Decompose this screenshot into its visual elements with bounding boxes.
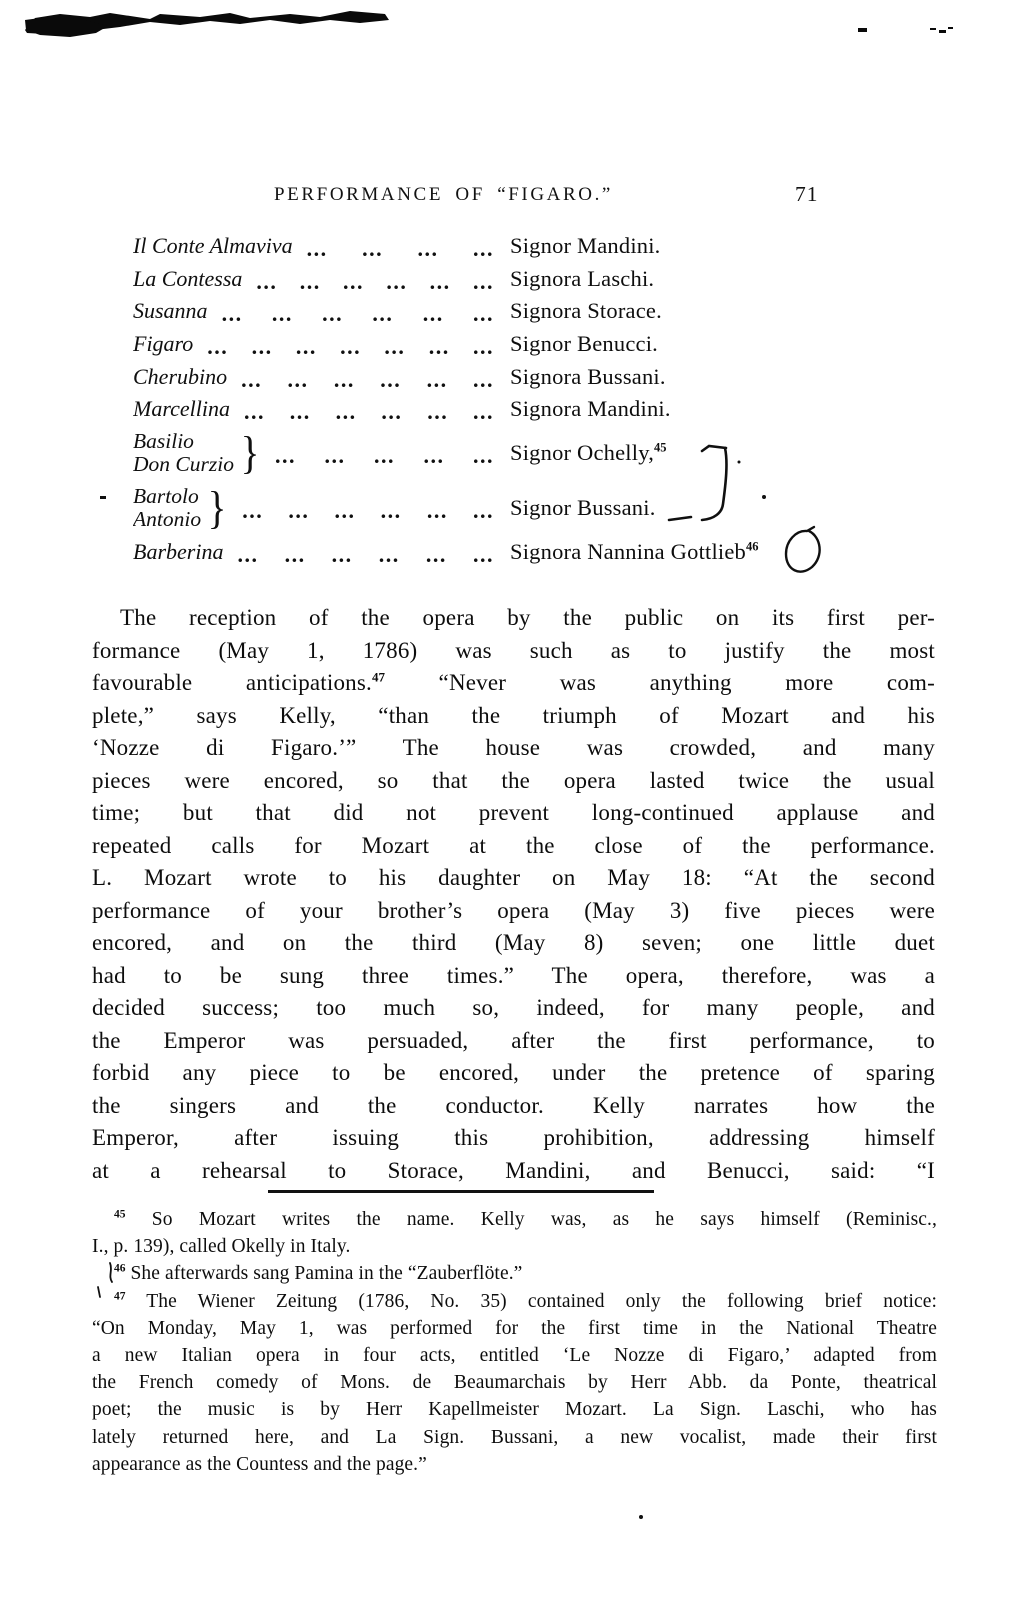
dot-group: ...	[256, 268, 278, 294]
dot-group: ...	[473, 399, 494, 425]
performer-name: Signor Bussani.	[510, 495, 656, 521]
footnote-line: $^{45}$ So Mozart writes the name. Kelly was, as he says himself (Reminisc.,	[114, 1208, 937, 1230]
performer-name: Signora Storace.	[510, 298, 662, 324]
dot-group: ...	[237, 541, 259, 567]
dot-group: ...	[473, 541, 494, 567]
dot-leader	[227, 367, 510, 393]
dot-group: ...	[374, 443, 396, 469]
footnote-line: “On Monday, May 1, was performed for the first time in the National Theatre	[92, 1317, 937, 1339]
dot-group: ...	[306, 236, 328, 262]
cast-list	[133, 230, 823, 568]
dot-group: ...	[425, 541, 447, 567]
role-cell	[133, 295, 510, 328]
footnote-line: $^{46}$ She afterwards sang Pamina in the “Zauberflöte.”	[114, 1262, 523, 1285]
dot-group: ...	[429, 268, 451, 294]
role-cell	[133, 263, 510, 296]
role-name	[133, 332, 193, 356]
role-name-line: Marcellina	[133, 396, 230, 422]
dot-leader	[193, 334, 510, 360]
footnote-line: a new Italian opera in four acts, entitled ‘Le Nozze di Figaro,’ adapted from	[92, 1345, 937, 1367]
dot-group: ...	[241, 366, 263, 392]
footnote-ref: 45	[654, 440, 667, 455]
role-name	[133, 365, 227, 389]
body-line: encored, and on the third (May 8) seven; one little duet	[92, 930, 935, 955]
body-line: L. Mozart wrote to his daughter on May 18: “At the second	[92, 865, 935, 890]
footnote-line: I., p. 139), called Okelly in Italy.	[92, 1236, 351, 1258]
role-cell	[133, 230, 510, 263]
cast-row	[133, 360, 823, 393]
performer-name: Signor Ochelly,$^{45}$	[510, 440, 667, 466]
dot-group: ...	[299, 268, 321, 294]
page-title: PERFORMANCE OF “FIGARO.”	[274, 184, 613, 205]
dot-group: ...	[380, 498, 402, 524]
body-line: decided success; too much so, indeed, for many people, and	[92, 995, 935, 1020]
performer-name: Signora Bussani.	[510, 363, 666, 389]
dot-group: ...	[472, 443, 494, 469]
role-cell	[133, 328, 510, 361]
role-name-line: Cherubino	[133, 363, 228, 389]
footnote-line: $^{47}$ The Wiener Zeitung (1786, No. 35) contained only the following brief notice:	[114, 1290, 938, 1312]
dot-group: ...	[372, 301, 394, 327]
cast-row	[133, 263, 823, 296]
footnote-marker: 47	[114, 1290, 126, 1303]
role-cell	[133, 536, 510, 569]
role-name-line: Basilio	[133, 428, 194, 453]
dot-leader	[228, 498, 510, 524]
dot-group: ...	[473, 366, 494, 392]
dot-group: ...	[324, 443, 346, 469]
cast-row	[133, 295, 823, 328]
dot-group: ...	[289, 399, 311, 425]
dot-leader	[223, 542, 510, 568]
role-name	[133, 540, 223, 564]
role-name	[133, 397, 230, 421]
body-line: the singers and the conductor. Kelly narrates how the	[92, 1092, 935, 1118]
dot-group: ...	[362, 236, 384, 262]
performer-name: Signora Nannina Gottlieb$^{46}$	[510, 538, 759, 564]
role-cell	[133, 393, 510, 426]
page-number: 71	[795, 182, 819, 206]
dot-group: ...	[384, 334, 406, 360]
body-paragraph	[92, 602, 935, 1187]
dot-group: ...	[423, 443, 445, 469]
dot-group: ...	[381, 399, 403, 425]
dot-group: ...	[333, 366, 355, 392]
role-name	[133, 234, 293, 258]
body-line: plete,” says Kelly, “than the triumph of Mozart and his	[92, 702, 935, 728]
dot-group: ...	[251, 334, 273, 360]
body-line: favourable anticipations.$^{47}$ “Never was anything more com-	[92, 669, 935, 695]
dot-group: ...	[322, 301, 344, 327]
performer-name: Signora Laschi.	[510, 265, 655, 291]
body-line: time; but that did not prevent long-continued applause and	[92, 800, 935, 825]
dot-leader	[242, 269, 510, 295]
role-name-line: Susanna	[133, 298, 208, 324]
footnote-line: the French comedy of Mons. de Beaumarchais by Herr Abb. da Ponte, theatrical	[92, 1372, 937, 1394]
role-name	[133, 267, 242, 291]
body-line: the Emperor was persuaded, after the first performance, to	[92, 1027, 935, 1053]
performer-name: Signor Benucci.	[510, 331, 658, 357]
cast-row	[133, 426, 823, 481]
running-head	[0, 184, 1034, 210]
dot-group: ...	[417, 236, 439, 262]
body-line: Emperor, after issuing this prohibition, addressing himself	[92, 1125, 935, 1150]
footnotes	[92, 1206, 937, 1478]
role-name-line: Bartolo	[133, 483, 199, 508]
role-name-line: Antonio	[133, 507, 202, 532]
dot-group: ...	[284, 541, 306, 567]
performer-name: Signora Mandini.	[510, 396, 671, 422]
dot-group: ...	[221, 301, 243, 327]
dot-group: ...	[378, 541, 400, 567]
dot-group: ...	[243, 399, 265, 425]
ink-smudge	[25, 11, 953, 37]
dot-group: ...	[271, 301, 293, 327]
dot-group: ...	[275, 443, 297, 469]
role-cell	[133, 360, 510, 393]
body-line: had to be sung three times.” The opera, therefore, was a	[92, 962, 935, 988]
footnote-line: poet; the music is by Herr Kapellmeister Mozart. La Sign. Laschi, who has	[92, 1399, 937, 1421]
role-name-line: Barberina	[133, 538, 224, 564]
footnote-line: appearance as the Countess and the page.”	[92, 1453, 427, 1475]
dot-group: ...	[386, 268, 408, 294]
dot-group: ...	[287, 366, 309, 392]
dot-group: ...	[472, 334, 494, 360]
role-name-line: Figaro	[133, 331, 194, 357]
role-name	[133, 299, 208, 323]
body-line: pieces were encored, so that the opera lasted twice the usual	[92, 767, 935, 793]
dot-group: ...	[427, 399, 449, 425]
dot-group: ...	[472, 236, 494, 262]
dot-group: ...	[472, 268, 494, 294]
body-line: performance of your brother’s opera (May 3) five pieces were	[92, 897, 935, 923]
footnote-line: lately returned here, and La Sign. Bussani, a new vocalist, made their first	[92, 1426, 937, 1448]
dot-group: ...	[340, 334, 362, 360]
cast-row	[133, 328, 823, 361]
dot-group: ...	[288, 498, 310, 524]
footnote-ref: 46	[746, 539, 759, 554]
body-line: formance (May 1, 1786) was such as to justify the most	[92, 637, 935, 663]
footnote-marker: 45	[114, 1208, 126, 1221]
role-cell: Bartolo Antonio } ... ... ... ... ... ...	[133, 481, 510, 536]
cast-row	[133, 393, 823, 426]
body-line: The reception of the opera by the public on its first per-	[120, 605, 935, 630]
role-name-line: Il Conte Almaviva	[133, 233, 293, 259]
dot-group: ...	[426, 366, 448, 392]
dot-group: ...	[426, 498, 448, 524]
body-line: forbid any piece to be encored, under the pretence of sparing	[92, 1060, 935, 1085]
dot-group: ...	[380, 366, 402, 392]
body-line: ‘Nozze di Figaro.’” The house was crowded, and many	[92, 735, 935, 760]
body-line: at a rehearsal to Storace, Mandini, and Benucci, said: “I	[92, 1157, 935, 1183]
dot-leader	[230, 399, 510, 425]
dot-group: ...	[207, 334, 229, 360]
dot-leader	[208, 301, 510, 327]
dot-group: ...	[343, 268, 365, 294]
role-name	[133, 430, 234, 477]
dot-group: ...	[428, 334, 450, 360]
dot-group: ...	[331, 541, 353, 567]
dot-group: ...	[472, 301, 494, 327]
footnote-rule	[268, 1190, 654, 1193]
dot-group: ...	[422, 301, 444, 327]
dot-group: ...	[242, 498, 264, 524]
role-name	[133, 485, 201, 532]
body-line: repeated calls for Mozart at the close of the performance.	[92, 832, 935, 858]
cast-row	[133, 481, 823, 536]
cast-row	[133, 536, 823, 569]
footnote-marker: 46	[114, 1262, 126, 1275]
role-cell: Basilio Don Curzio } ... ... ... ... ...	[133, 426, 510, 481]
role-name-line: Don Curzio	[133, 452, 234, 477]
dot-group: ...	[335, 399, 357, 425]
footnote-ref: 47	[371, 669, 385, 685]
dot-group: ...	[472, 498, 494, 524]
cast-row	[133, 230, 823, 263]
dot-leader	[293, 236, 510, 262]
dot-group: ...	[334, 498, 356, 524]
dot-group: ...	[295, 334, 317, 360]
performer-name: Signor Mandini.	[510, 233, 661, 259]
role-name-line: La Contessa	[133, 265, 243, 291]
dot-leader	[261, 443, 510, 469]
